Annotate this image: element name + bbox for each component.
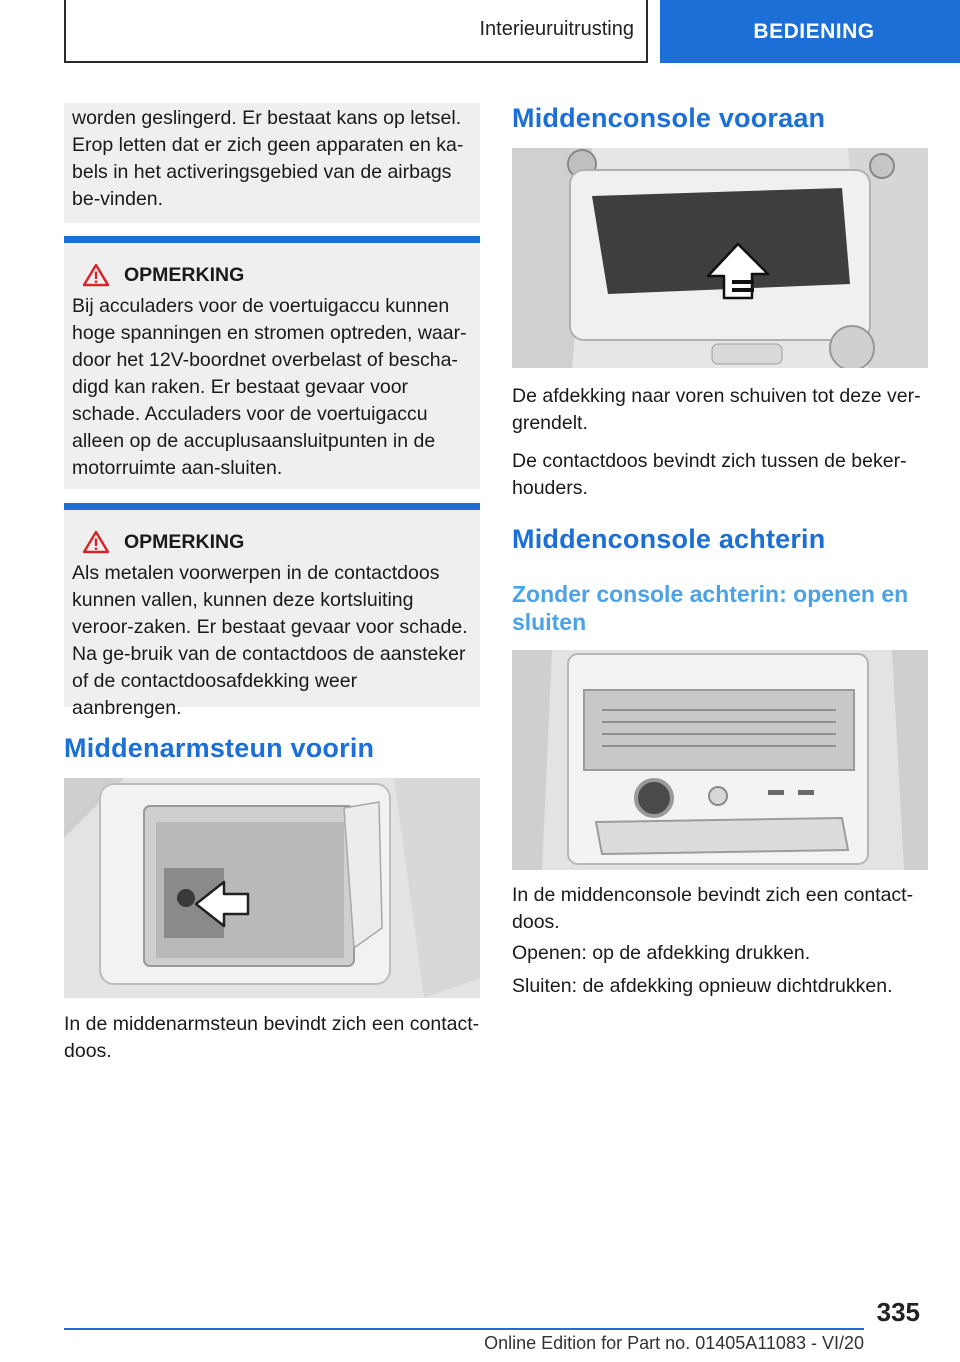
- heading-front-console: Middenconsole vooraan: [512, 103, 826, 133]
- notice1-title: OPMERKING: [124, 263, 245, 286]
- notice2-text: Als metalen voorwerpen in de contactdoos kunnen vallen, kunnen deze kortsluiting veroor-zaken. Er bestaat gevaar voor schade. Na ge-bruik van de contactdoos de aansteker of de contactdoosafdekking weer aanbrengen.: [72, 562, 468, 719]
- page-number: 335: [876, 1297, 920, 1327]
- armrest-photo: [64, 778, 480, 998]
- notice1-box: [64, 243, 480, 489]
- rear-console-illustration: [512, 650, 928, 870]
- notice1-bar: [64, 236, 480, 243]
- notice1-text: Bij acculaders voor de voertuigaccu kunnen hoge spanningen en stromen optreden, waar-door het 12V-boordnet overbelast of bescha-digd kan raken. Er bestaat gevaar voor schade. Acculaders voor de voertuigaccu alleen op de accuplusaansluitpunten in de motorruimte aan-sluiten.: [72, 295, 467, 479]
- rear-console-text1: In de middenconsole bevindt zich een contact-doos.: [512, 884, 914, 933]
- continued-warning-text: worden geslingerd. Er bestaat kans op letsel. Erop letten dat er zich geen apparaten en ka-bels in het activeringsgebied van de airbags be-vinden.: [72, 107, 464, 210]
- footer-rule: [64, 1328, 864, 1330]
- rear-console-text2: Openen: op de afdekking drukken.: [512, 942, 811, 964]
- armrest-text: In de middenarmsteun bevindt zich een contact-doos.: [64, 1013, 480, 1062]
- heading-rear-console: Middenconsole achterin: [512, 524, 826, 554]
- header-chapter-tab: BEDIENING: [660, 0, 960, 63]
- warning-triangle-icon: [82, 530, 110, 554]
- footer-edition: Online Edition for Part no. 01405A11083 - VI/20: [484, 1333, 864, 1353]
- notice2-title: OPMERKING: [124, 530, 245, 553]
- header-section-title: Interieuruitrusting: [479, 17, 634, 40]
- continued-warning-box: [64, 103, 480, 223]
- rear-console-photo: [512, 650, 928, 870]
- notice2-header: [72, 530, 472, 554]
- front-console-text2: De contactdoos bevindt zich tussen de beker-houders.: [512, 450, 907, 499]
- front-console-photo: [512, 148, 928, 368]
- warning-triangle-icon: [82, 263, 110, 287]
- notice2-bar: [64, 503, 480, 510]
- notice1-header: [72, 263, 472, 287]
- subheading-rear-console: Zonder console achterin: openen en sluiten: [512, 581, 909, 635]
- heading-armrest: Middenarmsteun voorin: [64, 733, 375, 763]
- front-console-text1: De afdekking naar voren schuiven tot deze ver-grendelt.: [512, 385, 921, 434]
- notice2-box: [64, 510, 480, 719]
- front-console-illustration: [512, 148, 928, 368]
- armrest-illustration: [64, 778, 480, 998]
- rear-console-text3: Sluiten: de afdekking opnieuw dichtdrukken.: [512, 975, 893, 997]
